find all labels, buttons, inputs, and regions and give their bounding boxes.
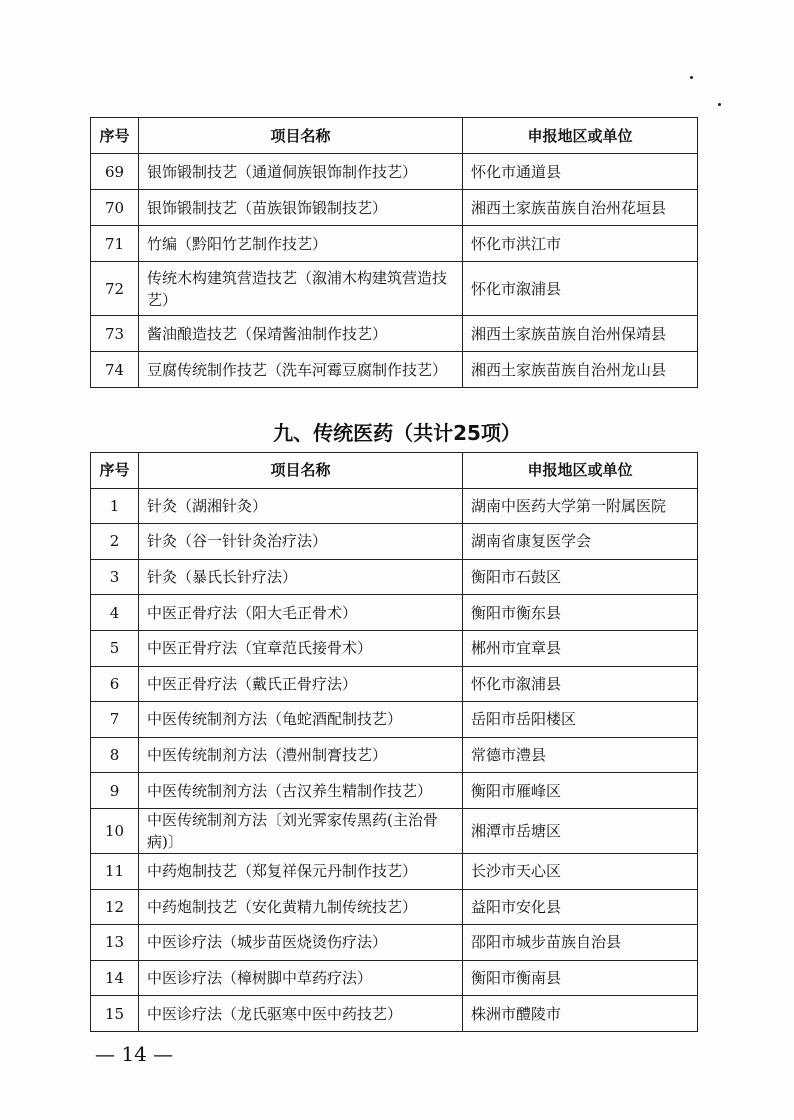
header-no: 序号 xyxy=(91,453,139,489)
table-row xyxy=(91,352,698,388)
project-name: 银饰锻制技艺（通道侗族银饰制作技艺） xyxy=(139,154,463,190)
row-number: 73 xyxy=(91,316,139,352)
row-number: 69 xyxy=(91,154,139,190)
region: 岳阳市岳阳楼区 xyxy=(463,702,698,738)
table-row xyxy=(91,925,698,961)
project-name: 针灸（暴氏长针疗法） xyxy=(139,559,463,595)
scan-speck xyxy=(690,76,693,79)
project-name: 中医正骨疗法（宜章范氏接骨术） xyxy=(139,630,463,666)
region: 常德市澧县 xyxy=(463,737,698,773)
project-name: 中医传统制剂方法〔刘光霁家传黑药(主治骨病)〕 xyxy=(139,808,463,853)
row-number: 1 xyxy=(91,488,139,524)
region: 衡阳市衡东县 xyxy=(463,595,698,631)
region: 怀化市溆浦县 xyxy=(463,666,698,702)
project-name: 银饰锻制技艺（苗族银饰锻制技艺） xyxy=(139,190,463,226)
region: 衡阳市衡南县 xyxy=(463,960,698,996)
row-number: 13 xyxy=(91,925,139,961)
table-row xyxy=(91,737,698,773)
table-row xyxy=(91,262,698,316)
row-number: 5 xyxy=(91,630,139,666)
project-name: 中医诊疗法（樟树脚中草药疗法） xyxy=(139,960,463,996)
table-row xyxy=(91,773,698,809)
row-number: 70 xyxy=(91,190,139,226)
table-row xyxy=(91,630,698,666)
row-number: 4 xyxy=(91,595,139,631)
table-header xyxy=(91,453,698,489)
project-name: 酱油酿造技艺（保靖酱油制作技艺） xyxy=(139,316,463,352)
project-name: 中医传统制剂方法（古汉养生精制作技艺） xyxy=(139,773,463,809)
region: 湘西土家族苗族自治州龙山县 xyxy=(463,352,698,388)
row-number: 71 xyxy=(91,226,139,262)
project-name: 中医传统制剂方法（龟蛇酒配制技艺） xyxy=(139,702,463,738)
project-name: 中医诊疗法（龙氏驱寒中医中药技艺） xyxy=(139,996,463,1032)
table-medicine xyxy=(90,452,698,1032)
region: 怀化市溆浦县 xyxy=(463,262,698,316)
row-number: 11 xyxy=(91,853,139,889)
table-row xyxy=(91,808,698,853)
region: 郴州市宜章县 xyxy=(463,630,698,666)
table-header xyxy=(91,118,698,154)
header-region: 申报地区或单位 xyxy=(463,118,698,154)
project-name: 中医正骨疗法（阳大毛正骨术） xyxy=(139,595,463,631)
table-row xyxy=(91,190,698,226)
page-number: — 14 — xyxy=(95,1042,174,1066)
project-name: 豆腐传统制作技艺（洗车河霉豆腐制作技艺） xyxy=(139,352,463,388)
row-number: 72 xyxy=(91,262,139,316)
row-number: 15 xyxy=(91,996,139,1032)
row-number: 3 xyxy=(91,559,139,595)
row-number: 74 xyxy=(91,352,139,388)
table-row xyxy=(91,488,698,524)
region: 衡阳市雁峰区 xyxy=(463,773,698,809)
row-number: 2 xyxy=(91,524,139,560)
project-name: 中药炮制技艺（安化黄精九制传统技艺） xyxy=(139,889,463,925)
region: 湘西土家族苗族自治州保靖县 xyxy=(463,316,698,352)
region: 益阳市安化县 xyxy=(463,889,698,925)
header-region: 申报地区或单位 xyxy=(463,453,698,489)
header-no: 序号 xyxy=(91,118,139,154)
table-row xyxy=(91,853,698,889)
region: 长沙市天心区 xyxy=(463,853,698,889)
project-name: 针灸（湖湘针灸） xyxy=(139,488,463,524)
table-row xyxy=(91,154,698,190)
header-name: 项目名称 xyxy=(139,453,463,489)
project-name: 中医传统制剂方法（澧州制膏技艺） xyxy=(139,737,463,773)
table-row xyxy=(91,316,698,352)
region: 湘西土家族苗族自治州花垣县 xyxy=(463,190,698,226)
row-number: 7 xyxy=(91,702,139,738)
table-row xyxy=(91,702,698,738)
table-row xyxy=(91,595,698,631)
project-name: 中医诊疗法（城步苗医烧烫伤疗法） xyxy=(139,925,463,961)
project-name: 中药炮制技艺（郑复祥保元丹制作技艺） xyxy=(139,853,463,889)
row-number: 8 xyxy=(91,737,139,773)
table-row xyxy=(91,559,698,595)
table-row xyxy=(91,889,698,925)
region: 怀化市通道县 xyxy=(463,154,698,190)
region: 湖南中医药大学第一附属医院 xyxy=(463,488,698,524)
table-crafts xyxy=(90,117,698,388)
row-number: 14 xyxy=(91,960,139,996)
project-name: 传统木构建筑营造技艺（溆浦木构建筑营造技艺） xyxy=(139,262,463,316)
row-number: 9 xyxy=(91,773,139,809)
region: 衡阳市石鼓区 xyxy=(463,559,698,595)
region: 怀化市洪江市 xyxy=(463,226,698,262)
table-row xyxy=(91,226,698,262)
region: 株洲市醴陵市 xyxy=(463,996,698,1032)
header-name: 项目名称 xyxy=(139,118,463,154)
project-name: 针灸（谷一针针灸治疗法） xyxy=(139,524,463,560)
region: 邵阳市城步苗族自治县 xyxy=(463,925,698,961)
table-row xyxy=(91,996,698,1032)
table-row xyxy=(91,524,698,560)
project-name: 中医正骨疗法（戴氏正骨疗法） xyxy=(139,666,463,702)
row-number: 6 xyxy=(91,666,139,702)
section-title: 九、传统医药（共计25项） xyxy=(273,421,521,445)
table-row xyxy=(91,666,698,702)
region: 湘潭市岳塘区 xyxy=(463,808,698,853)
project-name: 竹编（黔阳竹艺制作技艺） xyxy=(139,226,463,262)
region: 湖南省康复医学会 xyxy=(463,524,698,560)
row-number: 10 xyxy=(91,808,139,853)
scan-speck xyxy=(718,103,721,106)
row-number: 12 xyxy=(91,889,139,925)
table-row xyxy=(91,960,698,996)
